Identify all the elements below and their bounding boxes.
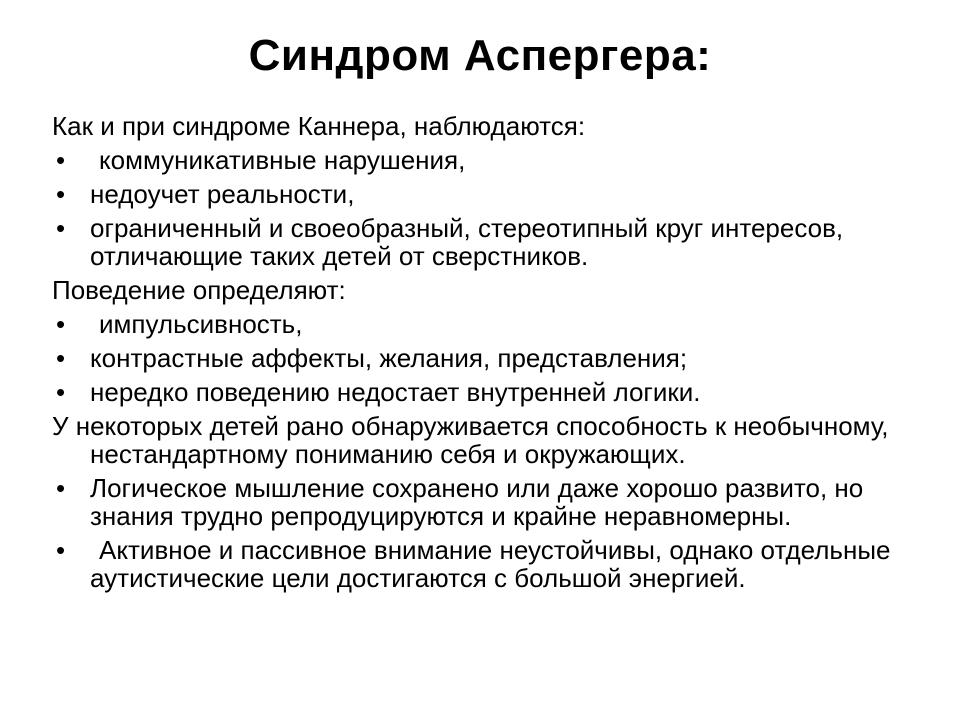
- paragraph-text: Поведение определяют:: [52, 275, 346, 305]
- paragraph-text: У некоторых детей рано обнаруживается способность к необычному, нестандартному пониманию себя и окружающих.: [52, 411, 889, 469]
- abilities-paragraph: [52, 412, 912, 468]
- bullet-item: [52, 378, 912, 406]
- bullet-text: нередко поведению недостает внутренней логики.: [90, 377, 701, 407]
- bullet-item: [52, 474, 912, 530]
- slide-title: Синдром Аспергера:: [248, 31, 712, 80]
- bullet-icon: •: [56, 473, 66, 503]
- bullet-text: недоучет реальности,: [90, 179, 355, 209]
- bullet-icon: •: [56, 145, 66, 175]
- bullet-icon: •: [56, 309, 66, 339]
- bullet-text: Активное и пассивное внимание неустойчивы, однако отдельные аутистические цели достигаются с большой энергией.: [90, 535, 891, 593]
- bullet-text: импульсивность,: [99, 309, 303, 339]
- bullet-item: [52, 214, 912, 270]
- bullet-icon: •: [56, 179, 66, 209]
- bullet-icon: •: [56, 535, 66, 565]
- bullet-icon: •: [56, 377, 66, 407]
- bullet-item: [52, 180, 912, 208]
- bullet-text: ограниченный и своеобразный, стереотипный круг интересов, отличающие таких детей от сверстников.: [90, 213, 844, 271]
- behavior-paragraph: [52, 276, 912, 304]
- paragraph-text: Как и при синдроме Каннера, наблюдаются:: [52, 111, 586, 141]
- bullet-text: Логическое мышление сохранено или даже хорошо развито, но знания трудно репродуцируются и крайне неравномерны.: [90, 473, 864, 531]
- bullet-item: [52, 344, 912, 372]
- bullet-icon: •: [56, 343, 66, 373]
- intro-paragraph: [52, 112, 912, 140]
- slide-body: [52, 112, 912, 598]
- bullet-text: контрастные аффекты, желания, представления;: [90, 343, 688, 373]
- bullet-item: [52, 310, 912, 338]
- bullet-icon: •: [56, 213, 66, 243]
- bullet-text: коммуникативные нарушения,: [99, 145, 466, 175]
- bullet-item: [52, 536, 912, 592]
- bullet-item: [52, 146, 912, 174]
